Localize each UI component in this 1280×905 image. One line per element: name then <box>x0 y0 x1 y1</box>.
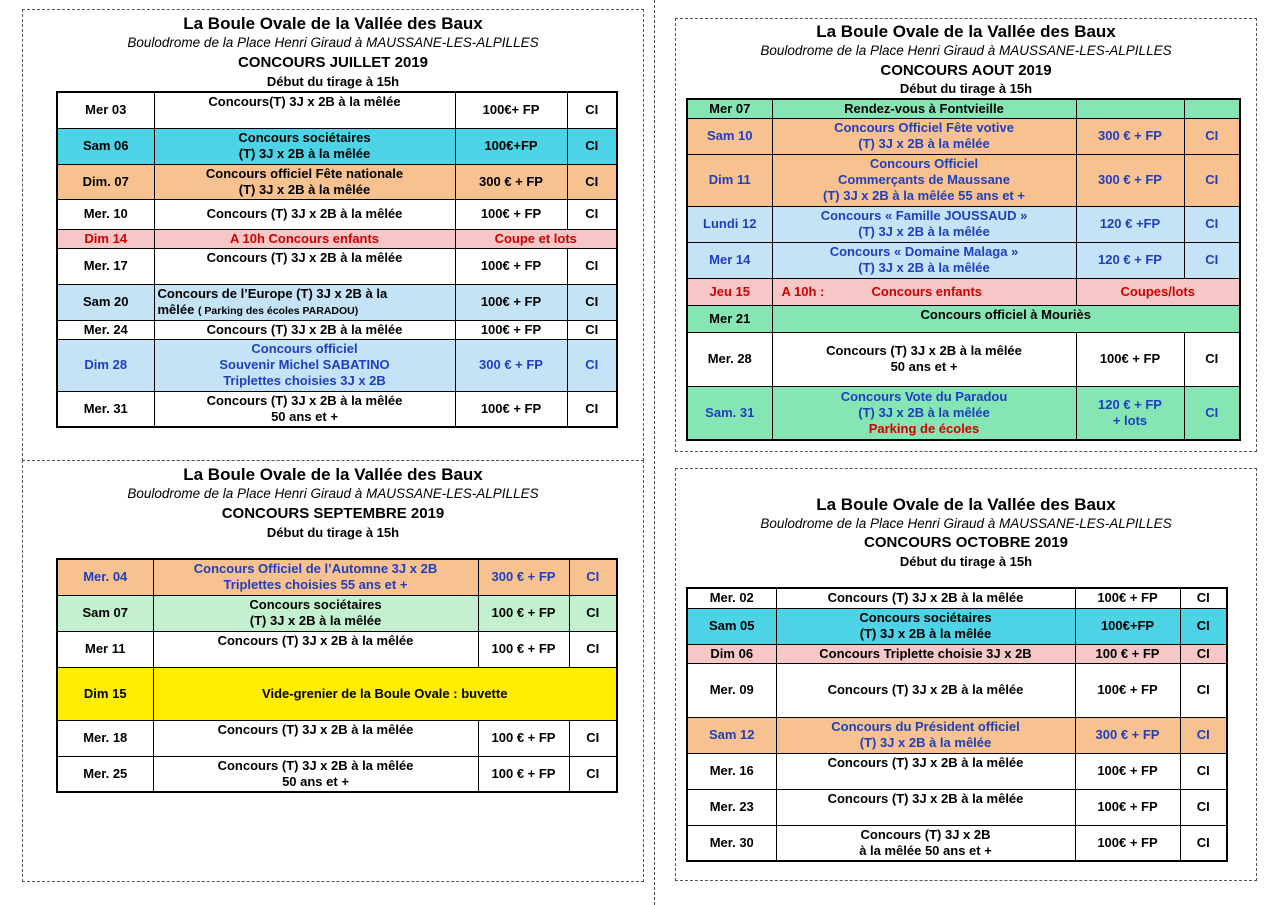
row-date: Mer. 09 <box>687 663 776 717</box>
month-title: CONCOURS JUILLET 2019 <box>237 54 429 71</box>
table-row <box>687 608 1227 644</box>
row-description: Concours officiel Souvenir Michel SABATINO Triplettes choisies 3J x 2B <box>154 339 455 391</box>
page-divider <box>654 0 655 905</box>
row-prize: 300 € + FP <box>1076 154 1184 206</box>
row-date: Sam 20 <box>57 284 154 320</box>
row-date: Sam 10 <box>687 118 772 154</box>
row-description: Concours (T) 3J x 2B à la mêlée <box>154 320 455 339</box>
table-row <box>57 164 617 199</box>
row-date: Sam 07 <box>57 595 153 631</box>
row-category: CI <box>1184 206 1240 242</box>
row-prize: 100€+FP <box>455 128 567 164</box>
table-row <box>57 595 617 631</box>
table-row <box>687 278 1240 305</box>
row-date: Dim 14 <box>57 229 154 248</box>
table-row <box>57 248 617 284</box>
schedule-table-octobre <box>686 587 1228 862</box>
row-category: CI <box>1180 608 1227 644</box>
row-date: Lundi 12 <box>687 206 772 242</box>
table-row <box>57 667 617 720</box>
row-category: CI <box>1184 118 1240 154</box>
row-date: Sam 12 <box>687 717 776 753</box>
row-date: Mer. 25 <box>57 756 153 792</box>
row-category: CI <box>1184 242 1240 278</box>
row-description: A 10h : Concours enfants <box>772 278 1076 305</box>
row-description: Concours officiel à Mouriès <box>772 305 1240 332</box>
row-date: Sam 05 <box>687 608 776 644</box>
row-category: CI <box>567 391 617 427</box>
row-date: Mer. 10 <box>57 199 154 229</box>
table-row <box>57 391 617 427</box>
row-date: Jeu 15 <box>687 278 772 305</box>
row-category: CI <box>569 559 617 595</box>
schedule-table-aout <box>686 98 1241 441</box>
club-title: La Boule Ovale de la Vallée des Baux <box>816 495 1116 514</box>
row-prize: 100€+ FP <box>455 92 567 128</box>
row-category: CI <box>567 339 617 391</box>
table-row <box>687 663 1227 717</box>
row-date: Mer 03 <box>57 92 154 128</box>
row-description: Concours sociétaires (T) 3J x 2B à la mêlée <box>776 608 1075 644</box>
row-description: Concours (T) 3J x 2B à la mêlée <box>776 663 1075 717</box>
row-date: Mer 11 <box>57 631 153 667</box>
row-description: Concours « Famille JOUSSAUD » (T) 3J x 2B à la mêlée <box>772 206 1076 242</box>
panel-juillet <box>22 9 644 461</box>
row-category: CI <box>569 756 617 792</box>
row-date: Dim 11 <box>687 154 772 206</box>
month-title: CONCOURS SEPTEMBRE 2019 <box>221 505 445 522</box>
table-row <box>687 332 1240 386</box>
row-prize: 120 € + FP <box>1076 242 1184 278</box>
row-date: Mer. 16 <box>687 753 776 789</box>
table-row <box>687 118 1240 154</box>
row-date: Dim. 07 <box>57 164 154 199</box>
table-row <box>57 92 617 128</box>
table-row <box>57 720 617 756</box>
row-description: Concours sociétaires (T) 3J x 2B à la mêlée <box>154 128 455 164</box>
row-category: CI <box>1180 789 1227 825</box>
panel-aout <box>675 18 1257 452</box>
row-description: Concours (T) 3J x 2B à la mêlée <box>154 248 455 284</box>
row-date: Mer 14 <box>687 242 772 278</box>
row-description: Concours (T) 3J x 2B à la mêlée <box>776 753 1075 789</box>
row-date: Mer. 31 <box>57 391 154 427</box>
row-prize: 100€ + FP <box>455 199 567 229</box>
row-category: CI <box>569 720 617 756</box>
row-description: Concours « Domaine Malaga » (T) 3J x 2B à la mêlée <box>772 242 1076 278</box>
row-prize: 100€ + FP <box>455 391 567 427</box>
row-date: Mer 21 <box>687 305 772 332</box>
row-description: Concours Triplette choisie 3J x 2B <box>776 644 1075 663</box>
row-description: Concours Vote du Paradou (T) 3J x 2B à la mêlée Parking de écoles <box>772 386 1076 440</box>
table-row <box>687 206 1240 242</box>
row-date: Dim 28 <box>57 339 154 391</box>
row-category: CI <box>1184 154 1240 206</box>
row-prize: 100 € + FP <box>478 720 569 756</box>
table-row <box>57 339 617 391</box>
club-title: La Boule Ovale de la Vallée des Baux <box>183 14 483 33</box>
panel-septembre <box>22 460 644 882</box>
row-description: Concours (T) 3J x 2B à la mêlée 50 ans et + <box>772 332 1076 386</box>
row-category: CI <box>1184 332 1240 386</box>
row-prize: 100€ + FP <box>1076 332 1184 386</box>
row-description: Concours Officiel Fête votive (T) 3J x 2B à la mêlée <box>772 118 1076 154</box>
row-prize <box>1076 99 1184 118</box>
row-description: Concours officiel Fête nationale (T) 3J x 2B à la mêlée <box>154 164 455 199</box>
row-prize: 100 € + FP <box>478 631 569 667</box>
row-description: Concours(T) 3J x 2B à la mêlée <box>154 92 455 128</box>
row-date: Sam. 31 <box>687 386 772 440</box>
table-row <box>687 789 1227 825</box>
row-category: CI <box>567 199 617 229</box>
row-prize: 300 € + FP <box>1075 717 1180 753</box>
table-row <box>57 631 617 667</box>
row-date: Mer. 28 <box>687 332 772 386</box>
row-category: CI <box>1180 753 1227 789</box>
row-category: CI <box>1180 825 1227 861</box>
start-note: Début du tirage à 15h <box>266 74 400 89</box>
row-description: Concours de l’Europe (T) 3J x 2B à la mêlée ( Parking des écoles PARADOU) <box>154 284 455 320</box>
row-category: CI <box>569 631 617 667</box>
row-category: CI <box>1184 386 1240 440</box>
row-prize: 120 € +FP <box>1076 206 1184 242</box>
row-category: CI <box>569 595 617 631</box>
table-row <box>687 99 1240 118</box>
row-prize: 300 € + FP <box>455 339 567 391</box>
row-prize: 100€ + FP <box>455 248 567 284</box>
row-prize: 300 € + FP <box>455 164 567 199</box>
table-row <box>687 242 1240 278</box>
table-row <box>57 128 617 164</box>
table-row <box>687 154 1240 206</box>
row-category: CI <box>1180 717 1227 753</box>
table-row <box>687 305 1240 332</box>
start-note: Début du tirage à 15h <box>266 525 400 540</box>
schedule-table-juillet <box>56 91 618 428</box>
panel-octobre <box>675 468 1257 881</box>
row-description: Concours (T) 3J x 2B à la mêlée 50 ans et + <box>154 391 455 427</box>
start-note: Début du tirage à 15h <box>899 554 1033 569</box>
row-description: Concours (T) 3J x 2B à la mêlée <box>154 199 455 229</box>
row-description: Vide-grenier de la Boule Ovale : buvette <box>153 667 617 720</box>
table-row <box>687 825 1227 861</box>
row-description: Concours du Président officiel (T) 3J x 2B à la mêlée <box>776 717 1075 753</box>
row-prize: 100€+FP <box>1075 608 1180 644</box>
month-title: CONCOURS OCTOBRE 2019 <box>864 534 1068 551</box>
row-date: Mer. 17 <box>57 248 154 284</box>
row-prize: 300 € + FP <box>1076 118 1184 154</box>
table-row <box>57 559 617 595</box>
row-description: Concours (T) 3J x 2B à la mêlée 50 ans et + <box>776 825 1075 861</box>
table-row <box>687 753 1227 789</box>
venue-subtitle: Boulodrome de la Place Henri Giraud à MAUSSANE-LES-ALPILLES <box>760 516 1172 531</box>
table-row <box>57 320 617 339</box>
row-date: Mer. 24 <box>57 320 154 339</box>
venue-subtitle: Boulodrome de la Place Henri Giraud à MAUSSANE-LES-ALPILLES <box>127 486 539 501</box>
row-date: Mer. 30 <box>687 825 776 861</box>
row-description: Rendez-vous à Fontvieille <box>772 99 1076 118</box>
row-prize: Coupes/lots <box>1076 278 1240 305</box>
row-prize: 100€ + FP <box>455 284 567 320</box>
row-date: Mer. 18 <box>57 720 153 756</box>
row-description: Concours sociétaires (T) 3J x 2B à la mêlée <box>153 595 478 631</box>
row-description: A 10h Concours enfants <box>154 229 455 248</box>
row-category: CI <box>567 164 617 199</box>
row-description: Concours Officiel Commerçants de Maussane (T) 3J x 2B à la mêlée 55 ans et + <box>772 154 1076 206</box>
row-description: Concours Officiel de l’Automne 3J x 2B Triplettes choisies 55 ans et + <box>153 559 478 595</box>
row-prize: 300 € + FP <box>478 559 569 595</box>
row-category: CI <box>567 248 617 284</box>
row-description: Concours (T) 3J x 2B à la mêlée <box>153 720 478 756</box>
row-prize: 100€ + FP <box>1075 663 1180 717</box>
row-prize: 100 € + FP <box>478 595 569 631</box>
row-date: Mer. 02 <box>687 588 776 608</box>
row-category: CI <box>1180 663 1227 717</box>
venue-subtitle: Boulodrome de la Place Henri Giraud à MAUSSANE-LES-ALPILLES <box>127 35 539 50</box>
row-category <box>1184 99 1240 118</box>
row-prize: 100€ + FP <box>1075 588 1180 608</box>
row-prize: 100€ + FP <box>1075 789 1180 825</box>
club-title: La Boule Ovale de la Vallée des Baux <box>183 465 483 484</box>
row-category: CI <box>567 128 617 164</box>
row-prize: 100€ + FP <box>1075 825 1180 861</box>
row-prize: 100€ + FP <box>1075 753 1180 789</box>
table-row <box>687 588 1227 608</box>
venue-subtitle: Boulodrome de la Place Henri Giraud à MAUSSANE-LES-ALPILLES <box>760 43 1172 58</box>
start-note: Début du tirage à 15h <box>899 81 1033 96</box>
schedule-table-septembre <box>56 558 618 793</box>
row-date: Mer. 23 <box>687 789 776 825</box>
row-category: CI <box>1180 588 1227 608</box>
row-category: CI <box>567 320 617 339</box>
row-category: CI <box>567 92 617 128</box>
row-date: Mer 07 <box>687 99 772 118</box>
table-row <box>57 199 617 229</box>
row-description: Concours (T) 3J x 2B à la mêlée <box>776 588 1075 608</box>
row-date: Dim 06 <box>687 644 776 663</box>
row-category: CI <box>567 284 617 320</box>
table-row <box>687 717 1227 753</box>
row-prize: 100 € + FP <box>1075 644 1180 663</box>
row-description: Concours (T) 3J x 2B à la mêlée <box>153 631 478 667</box>
row-description: Concours (T) 3J x 2B à la mêlée <box>776 789 1075 825</box>
row-prize: Coupe et lots <box>455 229 617 248</box>
table-row <box>57 284 617 320</box>
row-prize: 120 € + FP + lots <box>1076 386 1184 440</box>
row-date: Mer. 04 <box>57 559 153 595</box>
club-title: La Boule Ovale de la Vallée des Baux <box>816 22 1116 41</box>
month-title: CONCOURS AOUT 2019 <box>880 62 1052 79</box>
row-prize: 100€ + FP <box>455 320 567 339</box>
row-category: CI <box>1180 644 1227 663</box>
row-description: Concours (T) 3J x 2B à la mêlée 50 ans et + <box>153 756 478 792</box>
table-row <box>687 644 1227 663</box>
row-date: Dim 15 <box>57 667 153 720</box>
table-row <box>687 386 1240 440</box>
table-row <box>57 756 617 792</box>
table-row <box>57 229 617 248</box>
row-prize: 100 € + FP <box>478 756 569 792</box>
row-date: Sam 06 <box>57 128 154 164</box>
